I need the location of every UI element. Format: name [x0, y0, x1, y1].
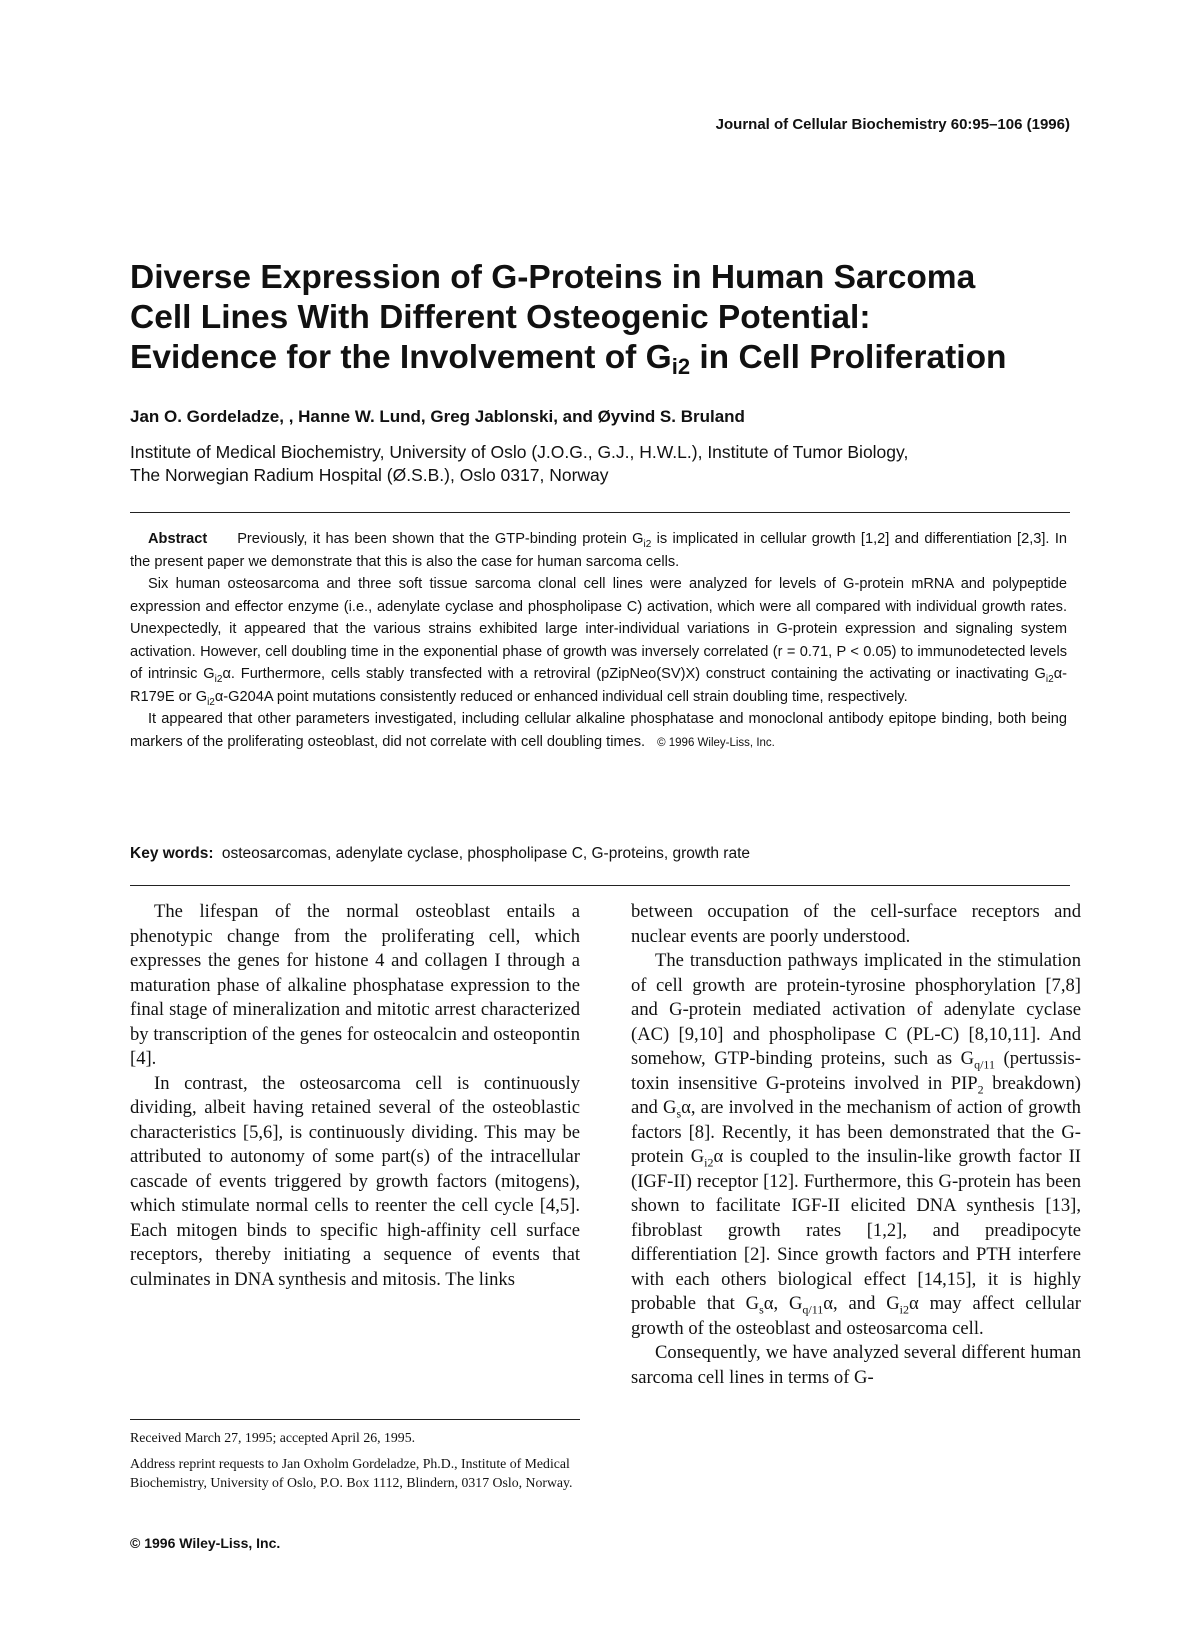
abstract-top-rule: [130, 512, 1070, 513]
footnote-rule: [130, 1419, 580, 1420]
body-paragraph: between occupation of the cell-surface receptors and nuclear events are poorly understood.: [631, 901, 1081, 947]
abstract-paragraph: Six human osteosarcoma and three soft tissue sarcoma clonal cell lines were analyzed for levels of G-protein mRNA and polypeptide expression and effector enzyme (i.e., adenylate cyclase and phospholipase C) activation, which were all compared with individual growth rates. Unexpectedly, it appeared that the various strains exhibited large inter-individual variations in G-protein expression and signaling system activation. However, cell doubling time in the exponential phase of growth was inversely correlated (r = 0.71, P < 0.05) to immunodetected levels of intrinsic $G_{i2}\alpha$. Furthermore, cells stably transfected with a retroviral (pZipNeo(SV)X) construct containing the activating or inactivating $G_{i2}\alpha-R179E$ or $G_{i2}\alpha-G204A$ point mutations consistently reduced or enhanced individual cell strain doubling time, respectively.: [130, 576, 1067, 708]
keywords: [130, 845, 750, 863]
received-note: Received March 27, 1995; accepted April 26, 1995.: [130, 1430, 416, 1445]
address-note: Address reprint requests to Jan Oxholm Gordeladze, Ph.D., Institute of Medical Biochemistry, University of Oslo, P.O. Box 1112, Blindern, 0317 Oslo, Norway.: [130, 1455, 573, 1490]
title-line-3: Evidence for the Involvement of $G_{i2}$ in Cell Proliferation: [130, 339, 1007, 379]
body-paragraph: In contrast, the osteosarcoma cell is continuously dividing, albeit having retained several of the osteoblastic characteristics [5,6], is continuously dividing. This may be attributed to autonomy of some part(s) of the intracellular cascade of events triggered by growth factors (mitogens), which stimulate normal cells to reenter the cell cycle [4,5]. Each mitogen binds to specific high-affinity cell surface receptors, thereby initiating a sequence of events that culminates in DNA synthesis and mitosis. The links: [130, 1072, 580, 1290]
body-column-right: [631, 900, 1081, 1390]
affiliations: [130, 441, 1090, 487]
abstract-label: Abstract: [148, 531, 208, 547]
abstract-bottom-rule: [130, 885, 1070, 886]
body-paragraph: The lifespan of the normal osteoblast entails a phenotypic change from the proliferating cell, which expresses the genes for histone 4 and collagen I through a maturation phase of alkaline phosphatase expression to the final stage of mineralization and mitotic arrest characterized by transcription of the genes for osteocalcin and osteopontin [4].: [130, 901, 580, 1069]
title-line-1: Diverse Expression of G-Proteins in Human Sarcoma: [130, 259, 976, 296]
abstract: [130, 528, 1067, 754]
keywords-label: Key words:: [130, 845, 214, 862]
keywords-text: osteosarcomas, adenylate cyclase, phospholipase C, G-proteins, growth rate: [221, 845, 751, 862]
abstract-paragraph: Abstract Previously, it has been shown that the GTP-binding protein $G_{i2}$ is implicated in cellular growth [1,2] and differentiation [2,3]. In the present paper we demonstrate that this is also the case for human sarcoma cells.: [130, 531, 1067, 570]
author-list: Jan O. Gordeladze, , Hanne W. Lund, Greg Jablonski, and Øyvind S. Bruland: [130, 407, 745, 426]
affiliation-line-2: The Norwegian Radium Hospital (Ø.S.B.), Oslo 0317, Norway: [130, 465, 609, 485]
footnotes: [130, 1428, 585, 1499]
abstract-paragraph: It appeared that other parameters investigated, including cellular alkaline phosphatase and monoclonal antibody epitope binding, both being markers of the proliferating osteoblast, did not correlate with cell doubling times. © 1996 Wiley-Liss, Inc.: [130, 711, 1067, 750]
article-title: [130, 258, 1090, 378]
title-line-2: Cell Lines With Different Osteogenic Potential:: [130, 299, 871, 336]
affiliation-line-1: Institute of Medical Biochemistry, University of Oslo (J.O.G., G.J., H.W.L.), Institute of Tumor Biology,: [130, 442, 909, 462]
page-copyright: © 1996 Wiley-Liss, Inc.: [130, 1535, 281, 1551]
abstract-copyright: © 1996 Wiley-Liss, Inc.: [657, 736, 775, 749]
body-paragraph: Consequently, we have analyzed several different human sarcoma cell lines in terms of G-: [631, 1342, 1081, 1388]
journal-reference: Journal of Cellular Biochemistry 60:95–106 (1996): [715, 116, 1070, 133]
body-paragraph: The transduction pathways implicated in the stimulation of cell growth are protein-tyrosine phosphorylation [7,8] and G-protein mediated activation of adenylate cyclase (AC) [9,10] and phospholipase C (PL-C) [8,10,11]. And somehow, GTP-binding proteins, such as $G_{q/11}$ (pertussis-toxin insensitive G-proteins involved in $PIP_2$ breakdown) and $G_s\alpha$, are involved in the mechanism of action of growth factors [8]. Recently, it has been demonstrated that the G-protein $G_{i2}\alpha$ is coupled to the insulin-like growth factor II (IGF-II) receptor [12]. Furthermore, this G-protein has been shown to facilitate IGF-II elicited DNA synthesis [13], fibroblast growth rates [1,2], and preadipocyte differentiation [2]. Since growth factors and PTH interfere with each others biological effect [14,15], it is highly probable that $G_s\alpha$, $G_{q/11}\alpha$, and $G_{i2}\alpha$ may affect cellular growth of the osteoblast and osteosarcoma cell.: [631, 950, 1082, 1339]
body-column-left: [130, 900, 580, 1292]
